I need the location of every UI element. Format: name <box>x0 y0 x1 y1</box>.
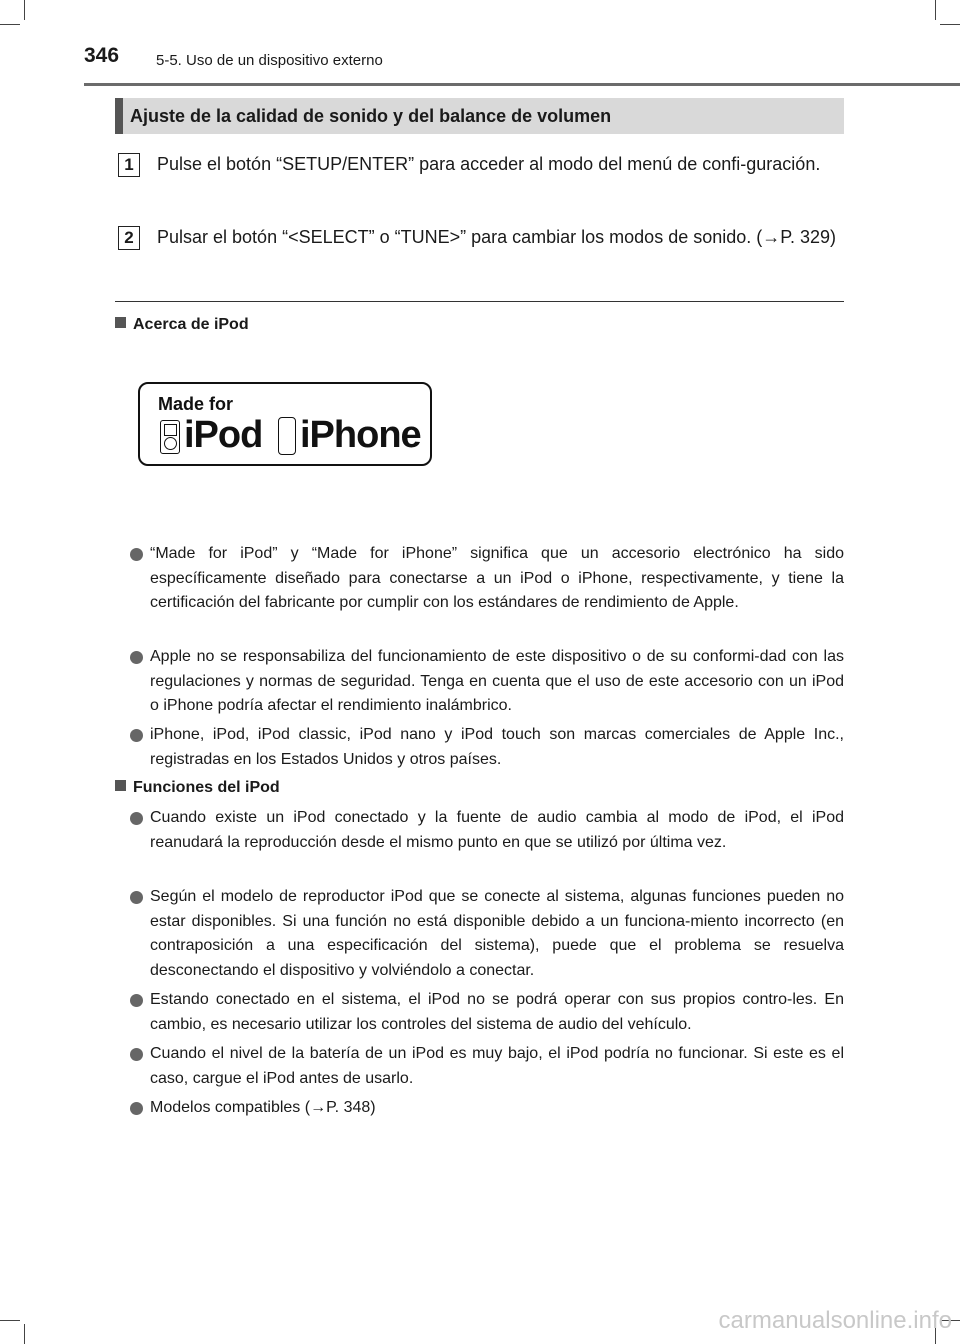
list-item <box>130 1042 844 1091</box>
square-bullet-icon <box>115 317 126 328</box>
crop-mark <box>940 24 960 25</box>
list-item-text: Modelos compatibles (→P. 348) <box>150 1099 376 1116</box>
watermark: carmanualsonline.info <box>718 1307 952 1334</box>
bullet-icon <box>130 891 143 904</box>
bullet-icon <box>130 1048 143 1061</box>
list-item <box>130 542 844 616</box>
bullet-icon <box>130 548 143 561</box>
step-number: 1 <box>118 153 140 177</box>
list-item-text: iPhone, iPod, iPod classic, iPod nano y iPod touch son marcas comerciales de Apple Inc., registradas en los Estados Unidos y otros países. <box>150 726 844 768</box>
bullet-icon <box>130 812 143 825</box>
list-item <box>130 988 844 1037</box>
list-item <box>130 645 844 719</box>
list-item-text: Cuando el nivel de la batería de un iPod es muy bajo, el iPod podría no funcionar. Si este es el caso, cargue el iPod antes de usarlo. <box>150 1045 844 1087</box>
header-rule <box>84 83 960 86</box>
list-item-text: Apple no se responsabiliza del funcionamiento de este dispositivo o de su conformi-dad con las regulaciones y normas de seguridad. Tenga en cuenta que el uso de este accesorio con un iPod o iPhone podría afectar el rendimiento inalámbrico. <box>150 648 844 714</box>
functions-heading-text: Funciones del iPod <box>133 779 280 796</box>
list-item-text: “Made for iPod” y “Made for iPhone” significa que un accesorio electrónico ha sido específicamente diseñado para conectarse a un iPod o iPhone, respectivamente, y tiene la certificación del fabricante por cumplir con los estándares de rendimiento de Apple. <box>150 545 844 611</box>
bullet-icon <box>130 651 143 664</box>
bullet-icon <box>130 994 143 1007</box>
crop-mark <box>0 24 20 25</box>
about-heading-text: Acerca de iPod <box>133 316 249 333</box>
about-heading <box>115 316 249 334</box>
crop-mark <box>0 1320 20 1321</box>
bullet-icon <box>130 1102 143 1115</box>
list-item-text: Estando conectado en el sistema, el iPod no se podrá operar con sus propios contro-les. En cambio, es necesario utilizar los controles del sistema de audio del vehículo. <box>150 991 844 1033</box>
badge-iphone: iPhone <box>300 414 421 456</box>
list-item <box>130 806 844 855</box>
divider <box>115 301 844 302</box>
square-bullet-icon <box>115 780 126 791</box>
chapter-title: 5-5. Uso de un dispositivo externo <box>156 52 383 69</box>
section-title: Ajuste de la calidad de sonido y del balance de volumen <box>130 106 612 126</box>
list-item-text: Cuando existe un iPod conectado y la fuente de audio cambia al modo de iPod, el iPod reanudará la reproducción desde el mismo punto en que se utilizó por última vez. <box>150 809 844 851</box>
list-item-text: Según el modelo de reproductor iPod que se conecte al sistema, algunas funciones pueden no estar disponibles. Si una función no está disponible debido a un funciona-miento incorrecto (en contraposición a una especificación del sistema), puede que el problema se resuelva desconectando el dispositivo y volviéndolo a conectar. <box>150 888 844 979</box>
badge-ipod: iPod <box>184 414 263 456</box>
crop-mark <box>24 0 25 20</box>
bullet-icon <box>130 729 143 742</box>
page-number: 346 <box>84 44 120 67</box>
ipod-icon <box>160 420 180 454</box>
badge-made-for: Made for <box>158 394 234 414</box>
section-marker <box>115 98 123 134</box>
crop-mark <box>24 1324 25 1344</box>
step-number: 2 <box>118 226 140 250</box>
list-item <box>130 723 844 772</box>
step-text: Pulse el botón “SETUP/ENTER” para acceder al modo del menú de confi-guración. <box>157 154 821 174</box>
list-item <box>130 1096 844 1121</box>
list-item <box>130 885 844 983</box>
crop-mark <box>935 0 936 20</box>
made-for-ipod-iphone-badge <box>138 382 432 466</box>
functions-heading <box>115 779 280 797</box>
section-bar <box>115 98 844 134</box>
iphone-icon <box>278 417 296 455</box>
step-text: Pulsar el botón “<SELECT” o “TUNE>” para cambiar los modos de sonido. (→P. 329) <box>157 227 836 247</box>
